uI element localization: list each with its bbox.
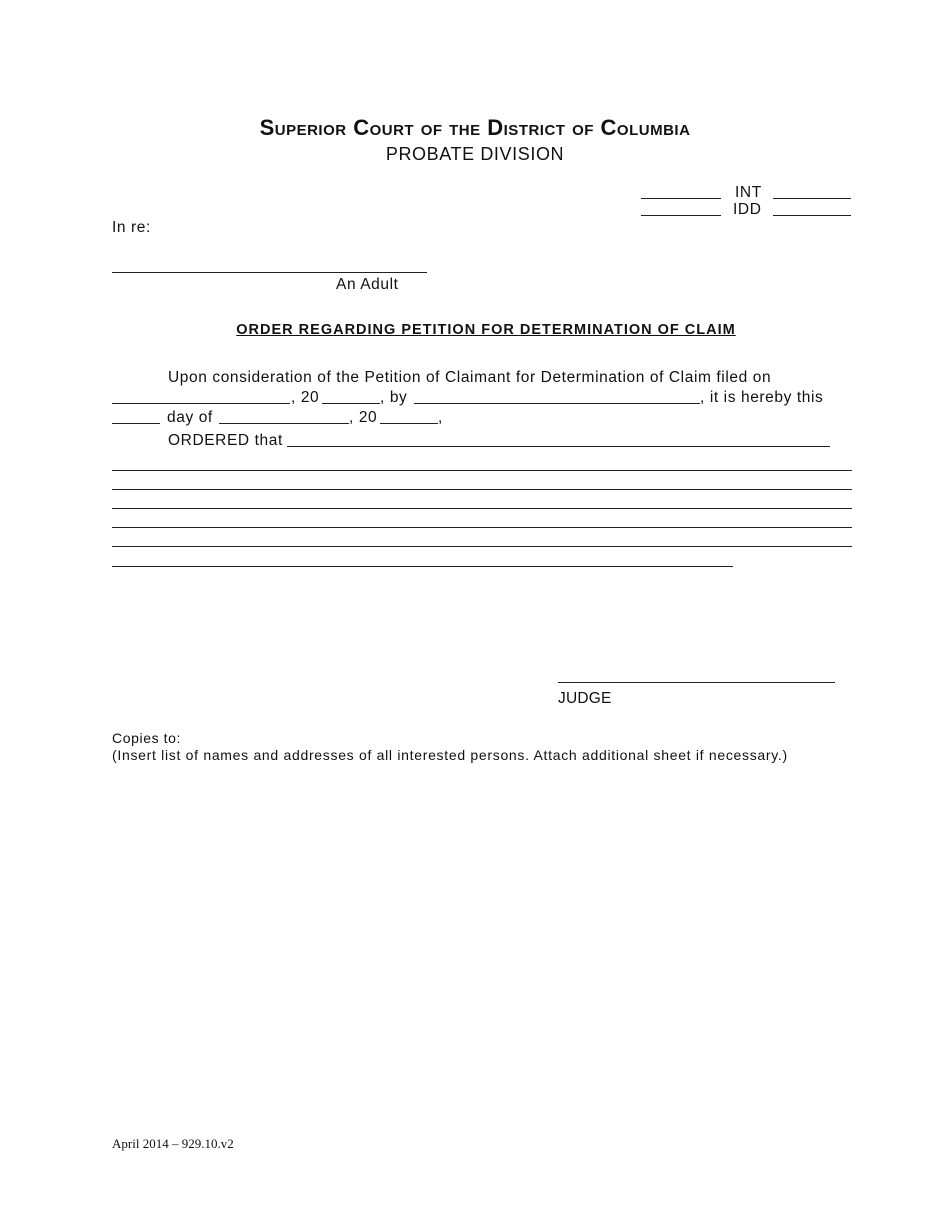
form-footer: April 2014 – 929.10.v2 (112, 1136, 234, 1151)
int-blank-left[interactable] (641, 198, 721, 199)
order-heading: ORDER REGARDING PETITION FOR DETERMINATION OF CLAIM (236, 322, 736, 338)
copies-to-label: Copies to: (112, 730, 182, 746)
idd-blank-right[interactable] (773, 215, 851, 216)
comma-20: , 20 (291, 389, 320, 406)
comma: , (438, 409, 443, 426)
division-title: PROBATE DIVISION (385, 144, 565, 164)
month-blank[interactable] (219, 423, 349, 424)
copies-instruction: (Insert list of names and addresses of all interested persons. Attach additional sheet if necessary.) (112, 747, 788, 763)
claimant-blank[interactable] (414, 403, 700, 404)
day-blank[interactable] (112, 423, 160, 424)
idd-blank-left[interactable] (641, 215, 721, 216)
party-type: An Adult (336, 276, 399, 293)
judge-label: JUDGE (558, 690, 612, 707)
order-blank-0[interactable] (287, 446, 830, 447)
order-blank-2[interactable] (112, 489, 852, 490)
comma-20-second: , 20 (349, 409, 378, 426)
order-blank-3[interactable] (112, 508, 852, 509)
party-name-blank[interactable] (112, 272, 427, 273)
comma-by: , by (380, 389, 408, 406)
order-blank-4[interactable] (112, 527, 852, 528)
order-blank-1[interactable] (112, 470, 852, 471)
idd-label: IDD (733, 201, 762, 218)
int-blank-right[interactable] (773, 198, 851, 199)
order-year-blank[interactable] (380, 423, 438, 424)
filed-date-blank[interactable] (112, 403, 290, 404)
order-blank-5[interactable] (112, 546, 852, 547)
int-label: INT (735, 184, 762, 201)
order-blank-6[interactable] (112, 566, 733, 567)
hereby-text: , it is hereby this (700, 389, 824, 406)
day-of-text: day of (167, 409, 213, 426)
in-re-label: In re: (112, 219, 151, 236)
filed-year-blank[interactable] (322, 403, 380, 404)
ordered-that: ORDERED that (168, 432, 283, 449)
body-line-1: Upon consideration of the Petition of Claimant for Determination of Claim filed on (168, 369, 772, 386)
judge-signature-blank[interactable] (558, 682, 835, 683)
court-title: Superior Court of the District of Columbia (259, 115, 691, 140)
